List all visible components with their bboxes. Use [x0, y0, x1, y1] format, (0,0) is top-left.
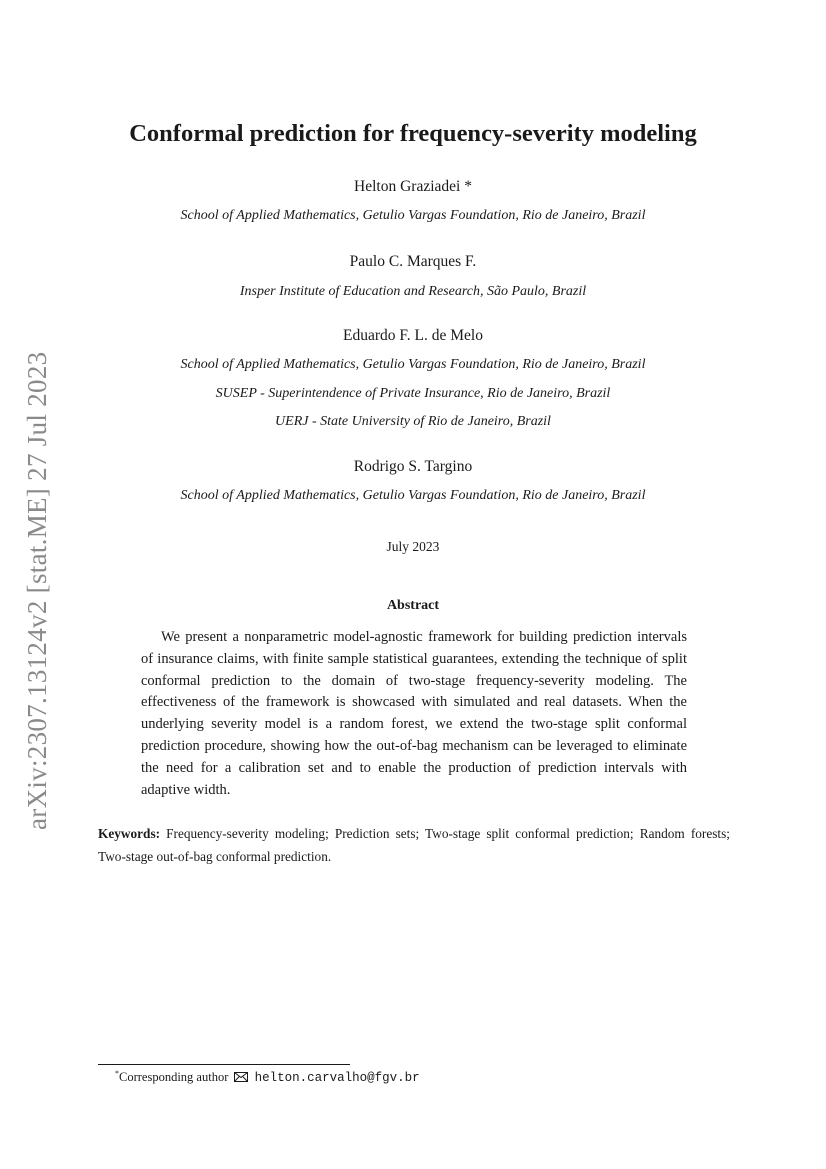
author-affiliation: School of Applied Mathematics, Getulio Vargas Foundation, Rio de Janeiro, Brazil	[180, 208, 646, 223]
author-affiliation: School of Applied Mathematics, Getulio Vargas Foundation, Rio de Janeiro, Brazil	[180, 357, 646, 372]
author-affiliation: SUSEP - Superintendence of Private Insurance, Rio de Janeiro, Brazil	[215, 386, 611, 401]
footnote-divider	[98, 1064, 350, 1065]
keywords-label: Keywords:	[98, 826, 161, 841]
author-name: Helton Graziadei *	[354, 178, 472, 195]
paper-title: Conformal prediction for frequency-severity modeling	[129, 120, 697, 147]
envelope-icon	[234, 1072, 248, 1082]
abstract-text: We present a nonparametric model-agnostic framework for building prediction intervals of insurance claims, with finite sample statistical guarantees, extending the technique of split conformal prediction to the domain of two-stage frequency-severity modeling. The effectiveness of the framework is showcased with simulated and real datasets. When the underlying severity model is a random forest, we extend the two-stage split conformal prediction procedure, showing how the out-of-bag mechanism can be leveraged to eliminate the need for a calibration set and to enable the production of prediction intervals with adaptive width.	[141, 629, 687, 798]
footnote-marker: *	[115, 1069, 119, 1078]
author-affiliation: School of Applied Mathematics, Getulio Vargas Foundation, Rio de Janeiro, Brazil	[180, 488, 646, 503]
author-affiliation: Insper Institute of Education and Research, São Paulo, Brazil	[239, 284, 587, 299]
keywords	[98, 822, 730, 868]
keywords-text: Frequency-severity modeling; Prediction sets; Two-stage split conformal prediction; Random forests; Two-stage out-of-bag conformal prediction.	[98, 826, 730, 864]
publication-date: July 2023	[386, 539, 440, 554]
footnote-text: Corresponding author	[119, 1070, 229, 1085]
author-affiliation: UERJ - State University of Rio de Janeiro, Brazil	[275, 414, 551, 429]
corresponding-marker: *	[460, 178, 472, 195]
abstract-heading: Abstract	[386, 598, 440, 613]
corresponding-email-link[interactable]: helton.carvalho@fgv.br	[254, 1071, 420, 1086]
author-name: Rodrigo S. Targino	[353, 458, 473, 475]
footnote	[115, 1069, 420, 1085]
arxiv-stamp: arXiv:2307.13124v2 [stat.ME] 27 Jul 2023	[22, 351, 52, 830]
author-name: Eduardo F. L. de Melo	[343, 327, 483, 344]
author-name: Paulo C. Marques F.	[349, 253, 477, 270]
